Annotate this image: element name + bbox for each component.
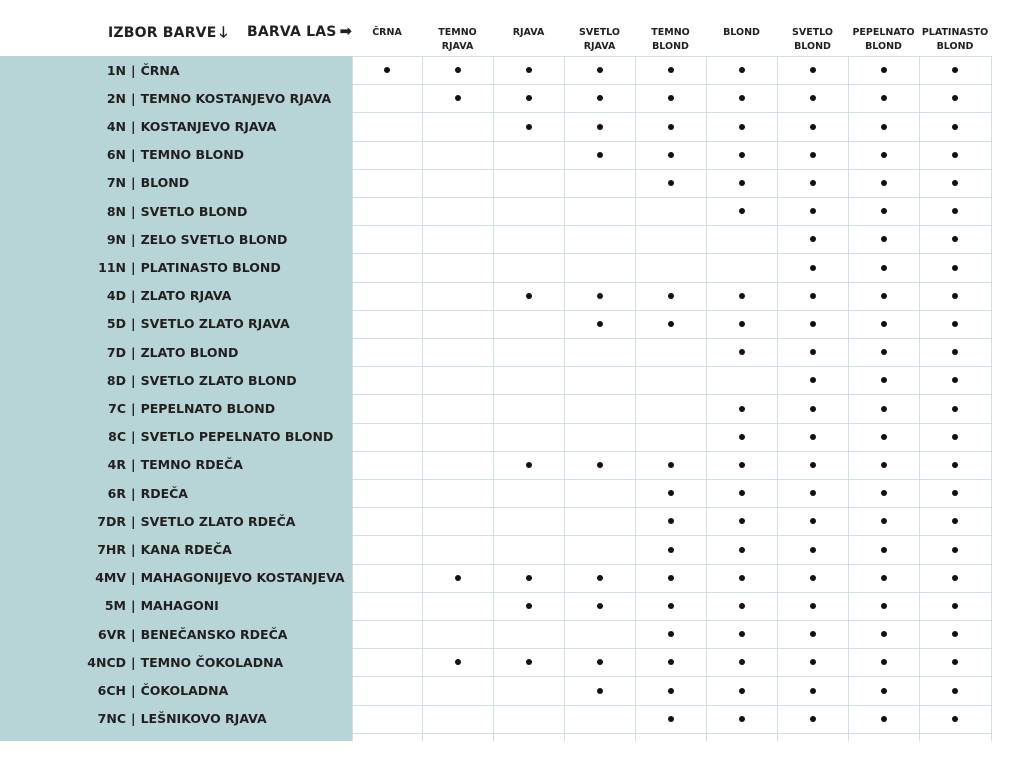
compatibility-dot xyxy=(597,152,603,158)
shade-code: 7DR xyxy=(97,513,126,529)
column-header: TEMNO RJAVA xyxy=(438,27,477,52)
compatibility-dot xyxy=(597,321,603,327)
compatibility-dot xyxy=(810,377,816,383)
shade-name: KOSTANJEVO RJAVA xyxy=(140,118,277,134)
compatibility-dot xyxy=(668,547,674,553)
separator: | xyxy=(131,288,136,304)
shade-name: ZELO SVETLO BLOND xyxy=(140,231,288,247)
compatibility-dot xyxy=(739,406,745,412)
compatibility-dot xyxy=(952,462,958,468)
compatibility-dot xyxy=(881,462,887,468)
compatibility-dot xyxy=(952,349,958,355)
grid-vline xyxy=(991,56,992,741)
shade-name: ČRNA xyxy=(140,62,180,78)
shade-code: 5D xyxy=(106,316,126,332)
shade-name: SVETLO ZLATO BLOND xyxy=(140,372,297,388)
grid-hline xyxy=(352,451,991,452)
compatibility-dot xyxy=(810,547,816,553)
shade-name: BENEČANSKO RDEČA xyxy=(140,626,288,642)
compatibility-dot xyxy=(952,603,958,609)
grid-hline xyxy=(352,620,991,621)
column-header: ČRNA xyxy=(372,27,402,38)
compatibility-dot xyxy=(952,152,958,158)
table-row-label xyxy=(0,592,352,620)
separator: | xyxy=(131,711,136,727)
compatibility-dot xyxy=(952,67,958,73)
table-row-label xyxy=(0,282,352,310)
compatibility-dot xyxy=(739,547,745,553)
compatibility-dot xyxy=(739,124,745,130)
shade-code: 7N xyxy=(106,175,126,191)
separator: | xyxy=(131,626,136,642)
grid-vline xyxy=(777,56,778,741)
compatibility-dot xyxy=(455,67,461,73)
separator: | xyxy=(131,400,136,416)
compatibility-dot xyxy=(810,124,816,130)
compatibility-dot xyxy=(526,293,532,299)
grid-hline xyxy=(352,592,991,593)
shade-code: 4MV xyxy=(95,570,126,586)
separator: | xyxy=(131,513,136,529)
compatibility-dot xyxy=(952,377,958,383)
shade-name: TEMNO KOSTANJEVO RJAVA xyxy=(140,90,332,106)
table-row-label xyxy=(0,366,352,394)
compatibility-dot xyxy=(739,490,745,496)
compatibility-dot xyxy=(810,490,816,496)
column-header: RJAVA xyxy=(512,27,545,38)
table-row-label xyxy=(0,423,352,451)
grid-hline xyxy=(352,338,991,339)
shade-code: 4R xyxy=(107,457,126,473)
row-axis-text: IZBOR BARVE xyxy=(108,25,217,41)
compatibility-dot xyxy=(952,688,958,694)
shade-name: PEPELNATO BLOND xyxy=(140,400,276,416)
compatibility-dot xyxy=(597,124,603,130)
separator: | xyxy=(131,118,136,134)
table-row-label xyxy=(0,479,352,507)
compatibility-dot xyxy=(881,716,887,722)
compatibility-dot xyxy=(597,688,603,694)
compatibility-dot xyxy=(881,547,887,553)
table-row-label xyxy=(0,394,352,422)
shade-code: 7NC xyxy=(97,711,126,727)
compatibility-dot xyxy=(881,265,887,271)
compatibility-dot xyxy=(810,575,816,581)
compatibility-dot xyxy=(668,575,674,581)
compatibility-dot xyxy=(597,293,603,299)
compatibility-dot xyxy=(526,462,532,468)
compatibility-dot xyxy=(810,406,816,412)
table-row-label xyxy=(0,84,352,112)
grid-hline xyxy=(352,648,991,649)
shade-name: SVETLO BLOND xyxy=(140,203,248,219)
compatibility-dot xyxy=(881,124,887,130)
arrow-right-icon: ➡ xyxy=(339,22,353,40)
compatibility-dot xyxy=(810,95,816,101)
compatibility-dot xyxy=(810,152,816,158)
compatibility-dot xyxy=(881,236,887,242)
compatibility-dot xyxy=(526,124,532,130)
separator: | xyxy=(131,682,136,698)
compatibility-dot xyxy=(526,659,532,665)
grid-hline xyxy=(352,56,991,57)
table-row-label xyxy=(0,620,352,648)
grid-hline xyxy=(352,282,991,283)
separator: | xyxy=(131,316,136,332)
compatibility-dot xyxy=(739,518,745,524)
grid-hline xyxy=(352,394,991,395)
grid-hline xyxy=(352,733,991,734)
compatibility-dot xyxy=(952,716,958,722)
compatibility-dot xyxy=(739,180,745,186)
compatibility-dot xyxy=(739,688,745,694)
compatibility-dot xyxy=(952,95,958,101)
grid-hline xyxy=(352,141,991,142)
shade-code: 7C xyxy=(108,400,126,416)
compatibility-dot xyxy=(668,603,674,609)
shade-code: 9N xyxy=(106,231,126,247)
separator: | xyxy=(131,654,136,670)
compatibility-dot xyxy=(881,659,887,665)
shade-name: MAHAGONI xyxy=(140,598,219,614)
separator: | xyxy=(131,429,136,445)
compatibility-dot xyxy=(881,434,887,440)
compatibility-dot xyxy=(526,575,532,581)
compatibility-dot xyxy=(455,95,461,101)
compatibility-dot xyxy=(881,349,887,355)
shade-code: 8N xyxy=(106,203,126,219)
separator: | xyxy=(131,203,136,219)
compatibility-dot xyxy=(739,349,745,355)
separator: | xyxy=(131,259,136,275)
compatibility-dot xyxy=(668,152,674,158)
compatibility-dot xyxy=(810,265,816,271)
compatibility-dot xyxy=(952,293,958,299)
shade-code: 7HR xyxy=(97,541,126,557)
compatibility-dot xyxy=(881,490,887,496)
table-row-label xyxy=(0,705,352,733)
grid-hline xyxy=(352,84,991,85)
shade-code: 8C xyxy=(108,429,126,445)
shade-code: 4D xyxy=(106,288,126,304)
table-row-label xyxy=(0,253,352,281)
compatibility-dot xyxy=(952,434,958,440)
grid-hline xyxy=(352,253,991,254)
shade-code: 6VR xyxy=(98,626,126,642)
compatibility-dot xyxy=(526,67,532,73)
table-row-label xyxy=(0,169,352,197)
row-axis-label xyxy=(108,22,228,47)
grid-hline xyxy=(352,705,991,706)
column-header: SVETLO RJAVA xyxy=(579,27,620,52)
compatibility-dot xyxy=(668,631,674,637)
table-row-label xyxy=(0,197,352,225)
grid-hline xyxy=(352,507,991,508)
grid-vline xyxy=(352,56,353,741)
shade-code: 6R xyxy=(107,485,126,501)
compatibility-dot xyxy=(952,321,958,327)
compatibility-dot xyxy=(810,434,816,440)
compatibility-dot xyxy=(952,265,958,271)
col-axis-text: BARVA LAS xyxy=(247,24,337,40)
grid-hline xyxy=(352,197,991,198)
compatibility-dot xyxy=(881,688,887,694)
table-row-label xyxy=(0,676,352,704)
separator: | xyxy=(131,457,136,473)
separator: | xyxy=(131,598,136,614)
compatibility-dot xyxy=(881,575,887,581)
compatibility-dot xyxy=(668,95,674,101)
compatibility-dot xyxy=(668,180,674,186)
separator: | xyxy=(131,231,136,247)
shade-name: SVETLO PEPELNATO BLOND xyxy=(140,429,334,445)
compatibility-dot xyxy=(810,518,816,524)
separator: | xyxy=(131,485,136,501)
compatibility-dot xyxy=(881,377,887,383)
shade-name: SVETLO ZLATO RJAVA xyxy=(140,316,290,332)
shade-code: 5M xyxy=(104,598,126,614)
grid-hline xyxy=(352,479,991,480)
compatibility-dot xyxy=(810,180,816,186)
compatibility-dot xyxy=(952,180,958,186)
compatibility-dot xyxy=(810,716,816,722)
grid-hline xyxy=(352,423,991,424)
compatibility-dot xyxy=(952,124,958,130)
compatibility-dot xyxy=(597,95,603,101)
compatibility-dot xyxy=(526,95,532,101)
compatibility-dot xyxy=(952,518,958,524)
grid-hline xyxy=(352,366,991,367)
compatibility-dot xyxy=(739,716,745,722)
shade-name: SVETLO ZLATO RDEČA xyxy=(140,513,296,529)
separator: | xyxy=(131,175,136,191)
compatibility-dot xyxy=(739,434,745,440)
separator: | xyxy=(131,570,136,586)
grid-hline xyxy=(352,112,991,113)
separator: | xyxy=(131,541,136,557)
grid-hline xyxy=(352,676,991,677)
compatibility-dot xyxy=(739,659,745,665)
shade-name: TEMNO ČOKOLADNA xyxy=(140,654,284,670)
table-row-label xyxy=(0,338,352,366)
col-axis-label xyxy=(247,22,352,40)
table-row-label xyxy=(0,535,352,563)
grid-hline xyxy=(352,564,991,565)
table-row-label xyxy=(0,225,352,253)
table-row-label xyxy=(0,451,352,479)
shade-name: MAHAGONIJEVO KOSTANJEVA xyxy=(140,570,345,586)
column-header: TEMNO BLOND xyxy=(651,27,690,52)
grid-hline xyxy=(352,310,991,311)
table-row-label xyxy=(0,564,352,592)
compatibility-dot xyxy=(952,547,958,553)
shade-name: ZLATO BLOND xyxy=(140,344,239,360)
compatibility-dot xyxy=(881,208,887,214)
shade-name: TEMNO BLOND xyxy=(140,147,245,163)
compatibility-dot xyxy=(668,124,674,130)
grid-hline xyxy=(352,169,991,170)
compatibility-dot xyxy=(668,518,674,524)
compatibility-dot xyxy=(810,462,816,468)
compatibility-dot xyxy=(881,631,887,637)
grid-vline xyxy=(564,56,565,741)
compatibility-dot xyxy=(952,575,958,581)
compatibility-dot xyxy=(455,575,461,581)
shade-name: LEŠNIKOVO RJAVA xyxy=(140,711,267,727)
compatibility-dot xyxy=(881,293,887,299)
compatibility-dot xyxy=(952,406,958,412)
compatibility-dot xyxy=(526,603,532,609)
compatibility-dot xyxy=(668,321,674,327)
compatibility-dot xyxy=(384,67,390,73)
compatibility-dot xyxy=(739,603,745,609)
column-header: SVETLO BLOND xyxy=(792,27,833,52)
table-row-label xyxy=(0,112,352,140)
compatibility-dot xyxy=(597,603,603,609)
grid-vline xyxy=(919,56,920,741)
shade-name: ČOKOLADNA xyxy=(140,682,229,698)
compatibility-dot xyxy=(739,95,745,101)
shade-name: RDEČA xyxy=(140,485,188,501)
table-row-label xyxy=(0,648,352,676)
grid-vline xyxy=(635,56,636,741)
separator: | xyxy=(131,62,136,78)
compatibility-dot xyxy=(668,688,674,694)
compatibility-dot xyxy=(810,321,816,327)
shade-code: 8D xyxy=(106,372,126,388)
separator: | xyxy=(131,147,136,163)
compatibility-dot xyxy=(739,208,745,214)
shade-code: 4N xyxy=(106,118,126,134)
compatibility-dot xyxy=(810,293,816,299)
table-row-label xyxy=(0,507,352,535)
compatibility-dot xyxy=(739,462,745,468)
shade-code: 2N xyxy=(106,90,126,106)
grid-vline xyxy=(848,56,849,741)
compatibility-dot xyxy=(810,631,816,637)
shade-code: 11N xyxy=(98,259,126,275)
compatibility-dot xyxy=(739,321,745,327)
grid-hline xyxy=(352,535,991,536)
separator: | xyxy=(131,344,136,360)
compatibility-dot xyxy=(810,236,816,242)
compatibility-dot xyxy=(952,236,958,242)
compatibility-dot xyxy=(952,659,958,665)
compatibility-dot xyxy=(810,603,816,609)
grid-vline xyxy=(493,56,494,741)
shade-code: 6N xyxy=(106,147,126,163)
compatibility-dot xyxy=(952,208,958,214)
compatibility-dot xyxy=(739,67,745,73)
compatibility-dot xyxy=(810,349,816,355)
compatibility-dot xyxy=(668,293,674,299)
compatibility-dot xyxy=(668,716,674,722)
compatibility-dot xyxy=(739,152,745,158)
table-row-label xyxy=(0,56,352,84)
compatibility-dot xyxy=(668,67,674,73)
compatibility-dot xyxy=(881,180,887,186)
compatibility-dot xyxy=(881,67,887,73)
compatibility-dot xyxy=(881,406,887,412)
compatibility-dot xyxy=(810,208,816,214)
column-header: PLATINASTO BLOND xyxy=(921,27,989,52)
compatibility-dot xyxy=(739,631,745,637)
shade-code: 4NCD xyxy=(87,654,126,670)
shade-code: 7D xyxy=(106,344,126,360)
grid-vline xyxy=(422,56,423,741)
compatibility-dot xyxy=(455,659,461,665)
column-header: PEPELNATO BLOND xyxy=(852,27,915,52)
compatibility-dot xyxy=(881,603,887,609)
compatibility-dot xyxy=(810,659,816,665)
separator: | xyxy=(131,372,136,388)
shade-code: 1N xyxy=(106,62,126,78)
column-header: BLOND xyxy=(723,27,760,38)
compatibility-dot xyxy=(668,462,674,468)
compatibility-dot xyxy=(597,67,603,73)
shade-name: BLOND xyxy=(140,175,190,191)
shade-name: KANA RDEČA xyxy=(140,541,232,557)
compatibility-dot xyxy=(810,67,816,73)
shade-name: ZLATO RJAVA xyxy=(140,288,232,304)
compatibility-dot xyxy=(668,490,674,496)
shade-code: 6CH xyxy=(97,682,126,698)
compatibility-dot xyxy=(881,152,887,158)
arrow-down-icon: 🡓 xyxy=(219,23,228,41)
compatibility-dot xyxy=(952,490,958,496)
compatibility-dot xyxy=(597,575,603,581)
shade-name: TEMNO RDEČA xyxy=(140,457,243,473)
compatibility-dot xyxy=(597,659,603,665)
compatibility-dot xyxy=(739,293,745,299)
grid-vline xyxy=(706,56,707,741)
compatibility-dot xyxy=(597,462,603,468)
compatibility-dot xyxy=(810,688,816,694)
table-row-label xyxy=(0,310,352,338)
compatibility-dot xyxy=(952,631,958,637)
table-row-label xyxy=(0,141,352,169)
grid-hline xyxy=(352,225,991,226)
compatibility-dot xyxy=(668,659,674,665)
compatibility-dot xyxy=(881,95,887,101)
compatibility-dot xyxy=(739,575,745,581)
separator: | xyxy=(131,90,136,106)
shade-name: PLATINASTO BLOND xyxy=(140,259,281,275)
compatibility-dot xyxy=(881,518,887,524)
compatibility-dot xyxy=(881,321,887,327)
